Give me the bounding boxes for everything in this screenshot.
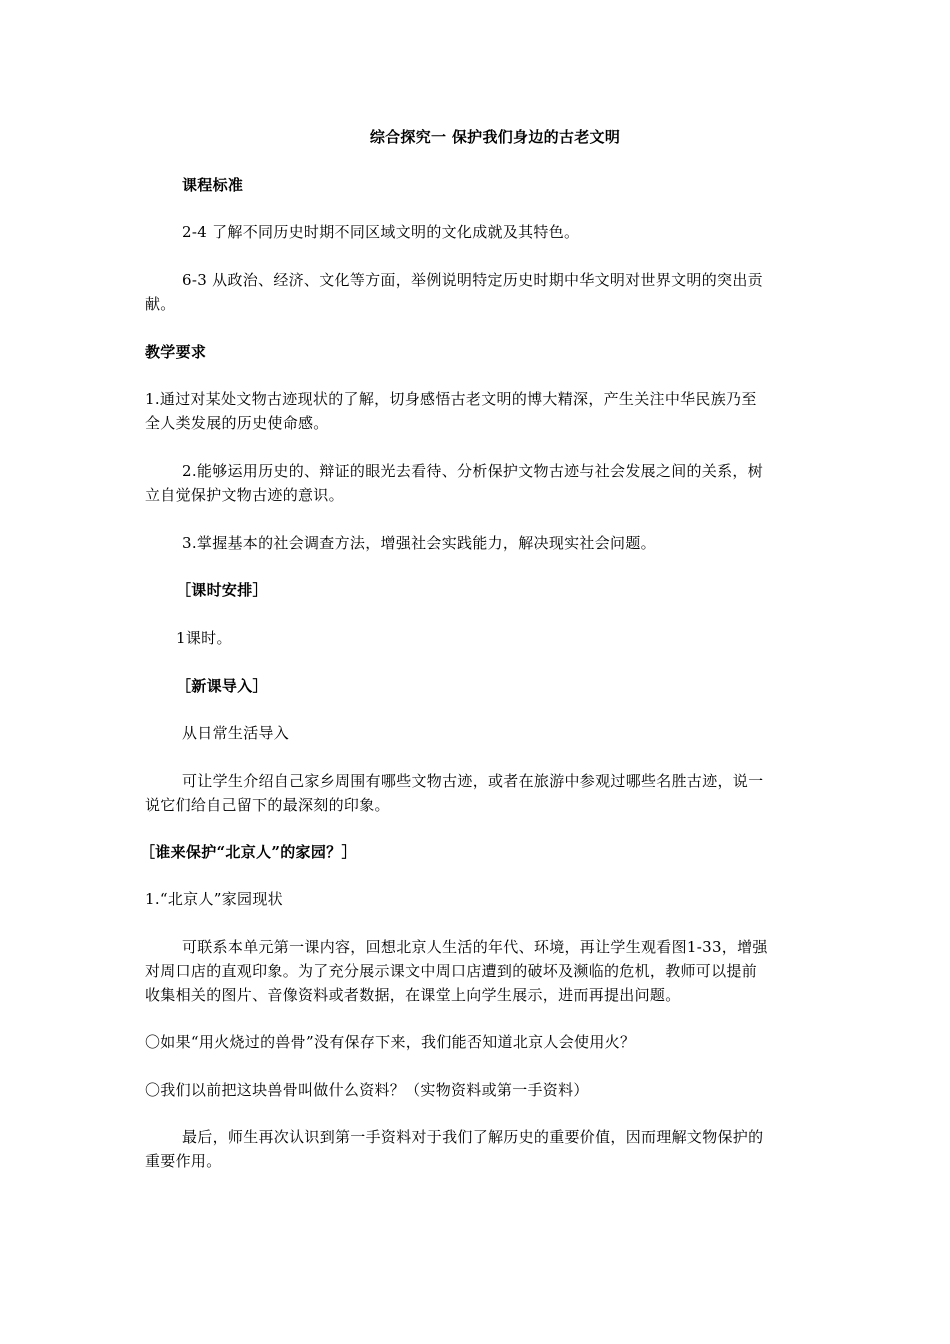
schedule-text: 1课时。 <box>176 629 232 647</box>
section-paragraph-line-3: 收集相关的图片、音像资料或者数据，在课堂上向学生展示，进而再提出问题。 <box>145 986 681 1004</box>
section-paragraph-line-2: 对周口店的直观印象。为了充分展示课文中周口店遭到的破坏及濒临的危机，教师可以提前 <box>145 962 758 980</box>
intro-paragraph-line-1: 可让学生介绍自己家乡周围有哪些文物古迹，或者在旅游中参观过哪些名胜古迹，说一 <box>182 772 764 790</box>
question-1: 〇如果“用火烧过的兽骨”没有保存下来，我们能否知道北京人会使用火？ <box>145 1033 636 1051</box>
heading-teaching-requirements: 教学要求 <box>145 343 207 361</box>
heading-course-standard: 课程标准 <box>182 176 244 194</box>
intro-text: 从日常生活导入 <box>182 724 290 742</box>
closing-paragraph-line-2: 重要作用。 <box>145 1152 222 1170</box>
document-title: 综合探究一 保护我们身边的古老文明 <box>369 128 621 146</box>
requirement-3: 3.掌握基本的社会调查方法，增强社会实践能力，解决现实社会问题。 <box>182 534 656 552</box>
standard-item-1: 2-4 了解不同历史时期不同区域文明的文化成就及其特色。 <box>182 223 580 241</box>
heading-lesson-intro: ［新课导入］ <box>176 677 268 695</box>
requirement-1-line-1: 1.通过对某处文物古迹现状的了解，切身感悟古老文明的博大精深，产生关注中华民族乃至 <box>145 390 757 408</box>
heading-class-schedule: ［课时安排］ <box>176 581 268 599</box>
closing-paragraph-line-1: 最后，师生再次认识到第一手资料对于我们了解历史的重要价值，因而理解文物保护的 <box>182 1128 764 1146</box>
section-item-1: 1.“北京人”家园现状 <box>145 890 283 908</box>
requirement-2-line-1: 2.能够运用历史的、辩证的眼光去看待、分析保护文物古迹与社会发展之间的关系，树 <box>182 462 764 480</box>
heading-section-beijing-man: ［谁来保护“北京人”的家园？］ <box>140 843 357 861</box>
intro-paragraph-line-2: 说它们给自己留下的最深刻的印象。 <box>145 796 390 814</box>
section-paragraph-line-1: 可联系本单元第一课内容，回想北京人生活的年代、环境，再让学生观看图1-33，增强 <box>182 938 768 956</box>
requirement-2-line-2: 立自觉保护文物古迹的意识。 <box>145 486 344 504</box>
question-2: 〇我们以前把这块兽骨叫做什么资料？（实物资料或第一手资料） <box>145 1081 589 1099</box>
standard-item-2-line-1: 6-3 从政治、经济、文化等方面，举例说明特定历史时期中华文明对世界文明的突出贡 <box>182 271 763 289</box>
requirement-1-line-2: 全人类发展的历史使命感。 <box>145 414 329 432</box>
standard-item-2-line-2: 献。 <box>145 295 176 313</box>
